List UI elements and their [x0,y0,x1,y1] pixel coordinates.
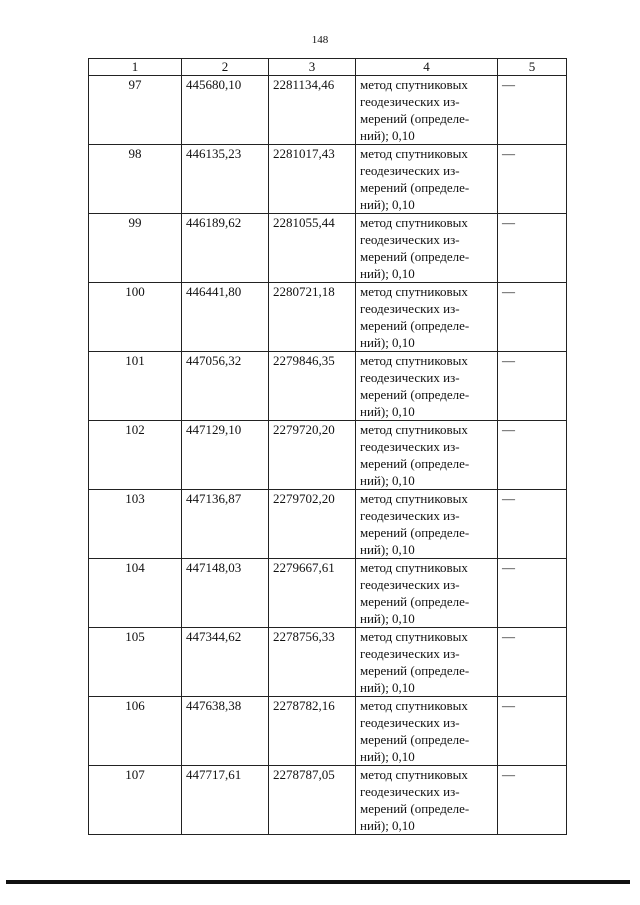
point-number: 105 [89,628,182,697]
note-dash: — [498,352,567,421]
method-description: метод спутниковых геодезических из-мерений (определе-ний); 0,10 [356,283,498,352]
coordinate-x: 447717,61 [182,766,269,835]
coordinates-table [88,58,567,835]
point-number: 100 [89,283,182,352]
column-header-1: 1 [89,59,182,76]
table-row [89,559,567,628]
coordinate-x: 446441,80 [182,283,269,352]
bottom-divider [6,880,630,884]
table-row [89,628,567,697]
method-description: метод спутниковых геодезических из-мерений (определе-ний); 0,10 [356,559,498,628]
point-number: 102 [89,421,182,490]
method-description: метод спутниковых геодезических из-мерений (определе-ний); 0,10 [356,421,498,490]
method-description: метод спутниковых геодезических из-мерений (определе-ний); 0,10 [356,766,498,835]
point-number: 98 [89,145,182,214]
coordinate-x: 447136,87 [182,490,269,559]
coordinate-y: 2280721,18 [269,283,356,352]
table-row [89,766,567,835]
coordinate-x: 447056,32 [182,352,269,421]
table-row [89,283,567,352]
table-row [89,490,567,559]
column-header-5: 5 [498,59,567,76]
point-number: 97 [89,76,182,145]
point-number: 101 [89,352,182,421]
table-row [89,697,567,766]
table-row [89,76,567,145]
note-dash: — [498,145,567,214]
point-number: 103 [89,490,182,559]
method-description: метод спутниковых геодезических из-мерений (определе-ний); 0,10 [356,214,498,283]
coordinate-y: 2278756,33 [269,628,356,697]
table-row [89,214,567,283]
note-dash: — [498,697,567,766]
method-description: метод спутниковых геодезических из-мерений (определе-ний); 0,10 [356,76,498,145]
column-header-2: 2 [182,59,269,76]
coordinate-y: 2281055,44 [269,214,356,283]
coordinate-y: 2278787,05 [269,766,356,835]
coordinate-y: 2279702,20 [269,490,356,559]
note-dash: — [498,214,567,283]
column-header-4: 4 [356,59,498,76]
coordinate-y: 2279720,20 [269,421,356,490]
note-dash: — [498,559,567,628]
coordinate-x: 447638,38 [182,697,269,766]
method-description: метод спутниковых геодезических из-мерений (определе-ний); 0,10 [356,697,498,766]
point-number: 106 [89,697,182,766]
column-header-3: 3 [269,59,356,76]
coordinate-x: 447129,10 [182,421,269,490]
note-dash: — [498,766,567,835]
point-number: 104 [89,559,182,628]
method-description: метод спутниковых геодезических из-мерений (определе-ний); 0,10 [356,490,498,559]
method-description: метод спутниковых геодезических из-мерений (определе-ний); 0,10 [356,352,498,421]
coordinate-x: 445680,10 [182,76,269,145]
table-body [89,76,567,835]
coordinate-y: 2278782,16 [269,697,356,766]
table-header-row [89,59,567,76]
method-description: метод спутниковых геодезических из-мерений (определе-ний); 0,10 [356,628,498,697]
table-row [89,145,567,214]
coordinate-y: 2281017,43 [269,145,356,214]
point-number: 99 [89,214,182,283]
table-row [89,421,567,490]
page-number: 148 [311,34,329,46]
note-dash: — [498,628,567,697]
coordinate-x: 446135,23 [182,145,269,214]
coordinate-x: 446189,62 [182,214,269,283]
table-row [89,352,567,421]
coordinate-x: 447148,03 [182,559,269,628]
coordinate-y: 2279667,61 [269,559,356,628]
note-dash: — [498,421,567,490]
coordinate-y: 2279846,35 [269,352,356,421]
note-dash: — [498,76,567,145]
method-description: метод спутниковых геодезических из-мерений (определе-ний); 0,10 [356,145,498,214]
note-dash: — [498,283,567,352]
coordinate-y: 2281134,46 [269,76,356,145]
point-number: 107 [89,766,182,835]
note-dash: — [498,490,567,559]
coordinate-x: 447344,62 [182,628,269,697]
